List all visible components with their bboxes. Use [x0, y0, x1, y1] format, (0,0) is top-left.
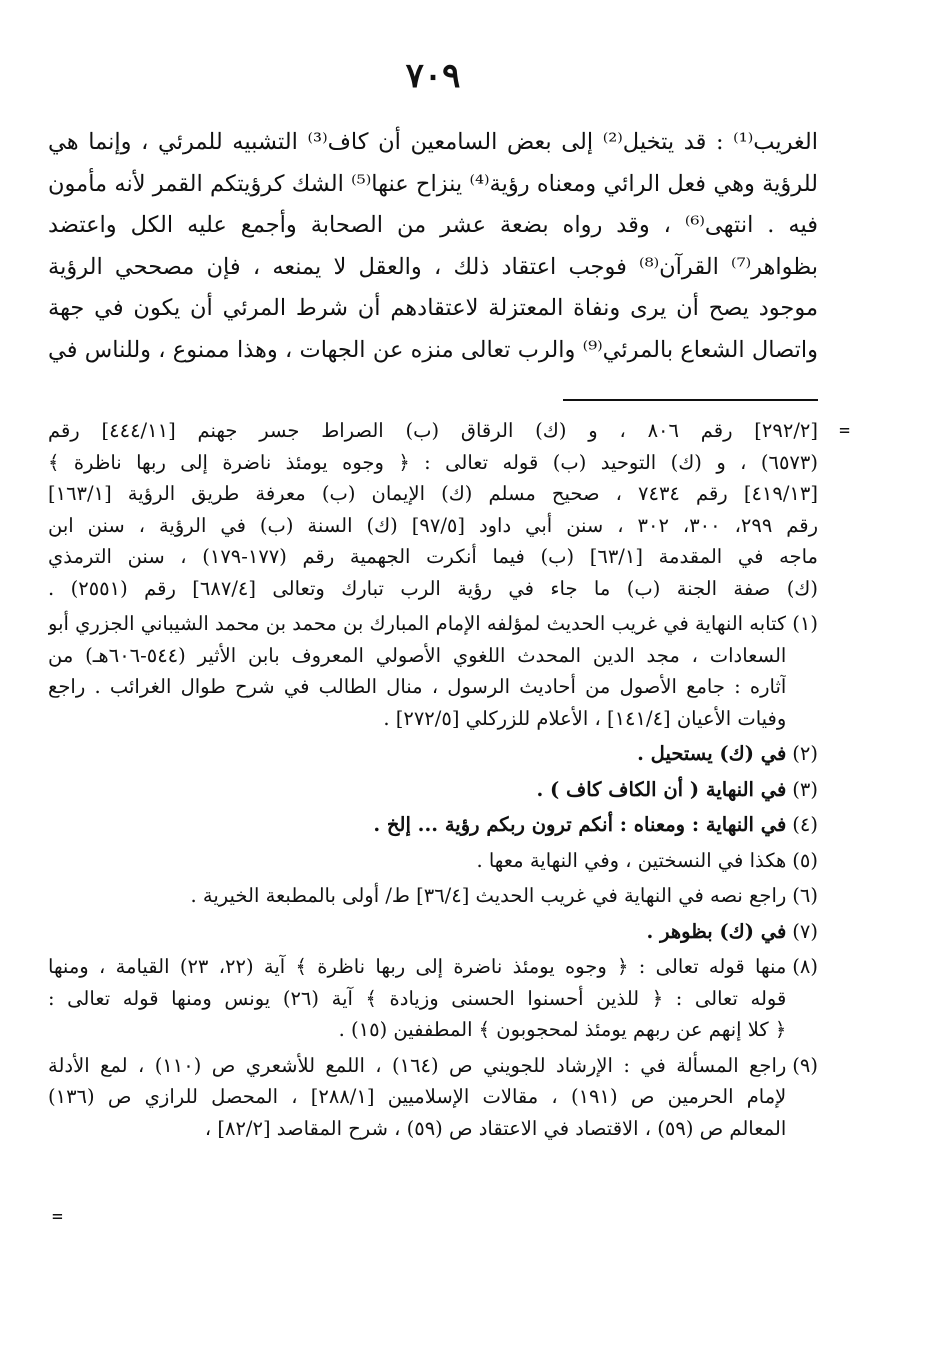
footnote-body — [48, 916, 786, 948]
footnote-body — [48, 774, 786, 806]
footnote-6 — [48, 880, 818, 912]
footnote-line: [٢٩٢/٢] رقم ٨٠٦ ، و (ك) الرقاق (ب) الصراط جسر جهنم [٤٤٤/١١] رقم — [48, 419, 818, 442]
body-line: الغريب⁽¹⁾ : قد يتخيل⁽²⁾ إلى بعض السامعين أن كاف⁽³⁾ التشبيه للمرئي ، وإنما هي — [48, 129, 818, 155]
footnote-number: (٨) — [792, 955, 818, 978]
footnote-line: السعادات ، مجد الدين المحدث اللغوي الأصولي المعروف بابن الأثير (٥٤٤-٦٠٦هـ) من — [48, 643, 787, 667]
footnote-5 — [48, 845, 818, 877]
body-line: موجود يصح أن يرى ونفاة المعتزلة لاعتقادهم أن شرط المرئي أن يكون في جهة — [48, 295, 818, 321]
continuation-marker: = — [839, 420, 850, 441]
page-number: ٧٠٩ — [405, 56, 461, 96]
footnote-body — [48, 809, 786, 841]
footnote-number: (١) — [792, 612, 818, 635]
footnote-line: هكذا في النسختين ، وفي النهاية معها . — [476, 848, 787, 872]
footnote-line: ماجه في المقدمة [٦٣/١] (ب) فيما أنكرت الجهمية رقم (١٧٧-١٧٩) ، سنن الترمذي — [48, 545, 818, 568]
footnote-line: [٤١٩/١٣] رقم ٧٤٣٤ ، صحيح مسلم (ك) الإيمان (ب) معرفة طريق الرؤية [١٦٣/١] — [48, 482, 818, 505]
footnote-line: قوله تعالى : ﴿ للذين أحسنوا الحسنى وزيادة ﴾ آية (٢٦) يونس ومنها قوله تعالى : — [48, 986, 787, 1010]
footnote-body — [48, 880, 786, 912]
body-line: بظواهر⁽⁷⁾ القرآن⁽⁸⁾ فوجب اعتقاد ذلك ، والعقل لا يمنعه ، فإن مصححي الرؤية — [48, 253, 818, 280]
footnote-line: كتابه النهاية في غريب الحديث لمؤلفه الإمام المبارك بن محمد بن محمد الشيباني الجزري أبو — [48, 612, 787, 635]
footnote-line: ﴿ كلا إنهم عن ربهم يومئذ لمحجوبون ﴾ المطففين (١٥) . — [338, 1018, 787, 1041]
footnote-line: (ك) صفة الجنة (ب) ما جاء في رؤية الرب تبارك وتعالى [٦٨٧/٤] رقم (٢٥٥١) . — [48, 576, 818, 600]
footnote-line: منها قوله تعالى : ﴿ وجوه يومئذ ناضرة إلى ربها ناظرة ﴾ آية (٢٢، ٢٣) القيامة ، ومنها — [48, 955, 787, 978]
footnote-body — [48, 951, 786, 1046]
footnote-line: (٦٥٧٣) ، و (ك) التوحيد (ب) قوله تعالى : ﴿ وجوه يومئذ ناضرة إلى ربها ناظرة ﴾ — [48, 450, 818, 474]
footnote-separator — [563, 399, 818, 401]
body-line: واتصال الشعاع بالمرئي⁽⁹⁾ والرب تعالى منزه عن الجهات ، وهذا ممنوع ، وللناس في — [48, 336, 818, 363]
footnote-body — [48, 608, 786, 734]
footnote-separator-wrap — [48, 371, 818, 415]
footnote-8 — [48, 951, 818, 1046]
footnote-number: (٦) — [792, 884, 818, 907]
footnote-number: (٥) — [792, 848, 818, 872]
footnote-1 — [48, 608, 818, 734]
footnote-9 — [48, 1050, 818, 1145]
footnote-line: راجع نصه في النهاية في غريب الحديث [٣٦/٤] ط/ أولى بالمطبعة الخيرية . — [190, 884, 787, 907]
footnote-continuation — [48, 415, 850, 604]
footnote-line: وفيات الأعيان [١٤١/٤] ، الأعلام للزركلي [٢٧٢/٥] . — [383, 706, 787, 730]
trailing-continuation-marker: = — [52, 1206, 63, 1227]
footnote-line: لإمام الحرمين ص (١٩١) ، مقالات الإسلاميين [٢٨٨/١] ، المحصل للرازي ص (١٣٦) — [48, 1085, 787, 1108]
footnote-3 — [48, 774, 818, 806]
footnote-number: (٤) — [792, 813, 818, 836]
body-line: للرؤية وهي فعل الرائي ومعناه رؤية⁽⁴⁾ ينزاح عنها⁽⁵⁾ الشك كرؤيتكم القمر لأنه مأمون — [48, 170, 818, 197]
footnote-line: آثاره : جامع الأصول من أحاديث الرسول ، منال الطالب في شرح طوال الغرائب . راجع — [48, 675, 787, 698]
footnote-4 — [48, 809, 818, 841]
footnotes — [48, 608, 818, 1144]
footnote-line: في النهاية : ومعناه : أنكم ترون ربكم رؤية ... إلخ . — [373, 813, 787, 836]
body-text — [48, 122, 818, 371]
footnote-number: (٧) — [792, 919, 818, 943]
footnote-line: المعالم ص (٥٩) ، الاقتصاد في الاعتقاد ص (٥٩) ، شرح المقاصد [٨٢/٢] ، — [204, 1116, 787, 1140]
footnote-body — [48, 845, 786, 877]
footnote-number: (٩) — [792, 1053, 818, 1077]
footnote-number: (٣) — [792, 777, 818, 801]
footnote-line: راجع المسألة في : الإرشاد للجويني ص (١٦٤) ، اللمع للأشعري ص (١١٠) ، لمع الأدلة — [48, 1053, 787, 1077]
footnote-body — [48, 1050, 786, 1145]
page — [48, 50, 850, 1144]
footnote-line: في النهاية ( أن الكاف كاف ) . — [536, 777, 787, 801]
footnote-2 — [48, 738, 818, 770]
footnote-number: (٢) — [792, 742, 818, 765]
footnote-7 — [48, 916, 818, 948]
footnote-body — [48, 738, 786, 770]
body-line: فيه . انتهى⁽⁶⁾ ، وقد رواه بضعة عشر من الصحابة وأجمع عليه الكل واعتضد — [48, 212, 818, 238]
footnote-line: في (ك) يستحيل . — [637, 742, 787, 765]
footnote-line: رقم ٢٩٩، ٣٠٠، ٣٠٢ ، سنن أبي داود [٩٧/٥] (ك) السنة (ب) في الرؤية ، سنن ابن — [48, 513, 818, 537]
footnote-line: في (ك) بظوهر . — [646, 919, 787, 943]
